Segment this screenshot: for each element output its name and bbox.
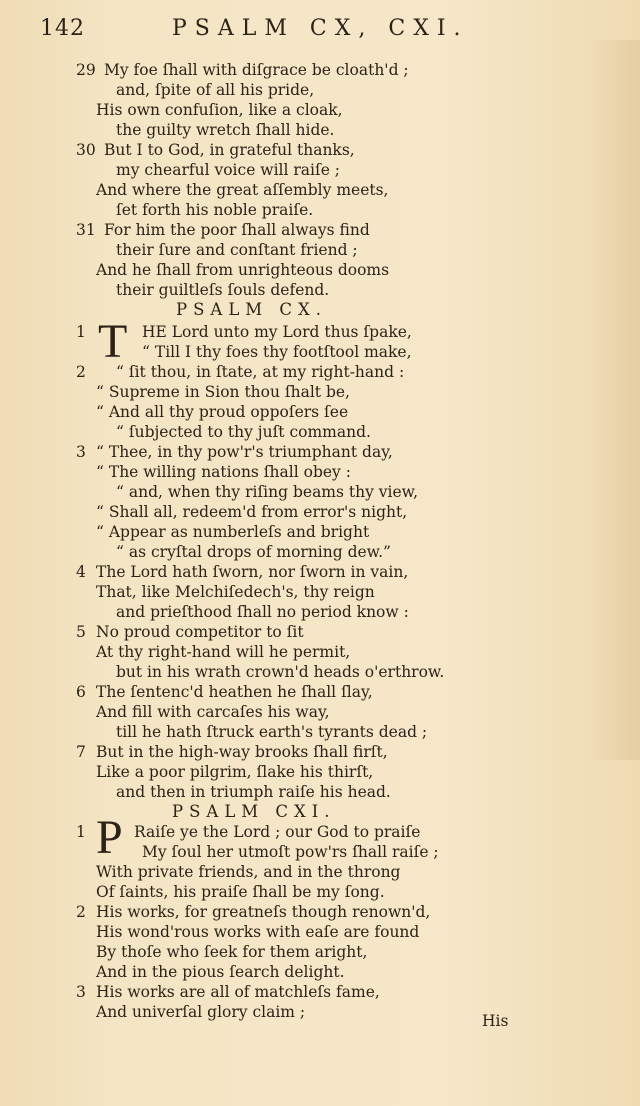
page-number: 142 — [40, 16, 85, 41]
verse-line: With private friends, and in the throng — [96, 863, 401, 881]
verse-number: 29 — [76, 61, 96, 79]
page-header — [0, 12, 640, 48]
verse-line: their guiltleſs ſouls defend. — [116, 281, 330, 299]
verse-number: 7 — [76, 743, 86, 761]
verse-line: His works, for greatneſs though renown'd, — [96, 903, 431, 921]
verse-number: 31 — [76, 221, 96, 239]
verse-number: 2 — [76, 903, 86, 921]
verse-line: “ Thee, in thy pow'r's triumphant day, — [96, 443, 393, 461]
psalm-cxi-title: PSALM CXI. — [172, 802, 336, 821]
verse-line: No proud competitor to ſit — [96, 623, 304, 641]
verse-number: 1 — [76, 323, 86, 341]
facing-page-bleed — [588, 40, 640, 760]
verse-line: and, ſpite of all his pride, — [116, 81, 315, 99]
verse-line: their ſure and conſtant friend ; — [116, 241, 358, 259]
verse-line: “ Shall all, redeem'd from error's night, — [96, 503, 408, 521]
verse-line: His own confuſion, like a cloak, — [96, 101, 343, 119]
verse-line: And where the great aſſembly meets, — [96, 181, 389, 199]
verse-line: And in the pious ſearch delight. — [96, 963, 345, 981]
verse-line: “ The willing nations ſhall obey : — [96, 463, 351, 481]
drop-cap: P — [96, 811, 123, 864]
verse-line: And he ſhall from unrighteous dooms — [96, 261, 390, 279]
verse-line: but in his wrath crown'd heads o'erthrow. — [116, 663, 445, 681]
verse-line: and prieſthood ſhall no period know : — [116, 603, 409, 621]
verse-line: the guilty wretch ſhall hide. — [116, 121, 335, 139]
verse-number: 4 — [76, 563, 86, 581]
verse-line: At thy right-hand will he permit, — [96, 643, 351, 661]
verse-line: till he hath ſtruck earth's tyrants dead ; — [116, 723, 428, 741]
verse-line: And fill with carcaſes his way, — [96, 703, 330, 721]
verse-line: “ And all thy proud oppoſers ſee — [96, 403, 349, 421]
verse-number: 6 — [76, 683, 86, 701]
verse-line: My foe ſhall with diſgrace be cloath'd ; — [104, 61, 409, 79]
verse-line: My ſoul her utmoſt pow'rs ſhall raiſe ; — [142, 843, 439, 861]
verse-line: The Lord hath ſworn, nor ſworn in vain, — [96, 563, 409, 581]
verse-number: 5 — [76, 623, 86, 641]
verse-number: 3 — [76, 443, 86, 461]
verse-line: But I to God, in grateful thanks, — [104, 141, 355, 159]
verse-line: But in the high-way brooks ſhall firſt, — [96, 743, 388, 761]
running-title: PSALM CX, CXI. — [172, 16, 469, 41]
verse-line: HE Lord unto my Lord thus ſpake, — [142, 323, 412, 341]
verse-number: 30 — [76, 141, 96, 159]
verse-line: And univerſal glory claim ; — [96, 1003, 306, 1021]
verse-line: For him the poor ſhall always find — [104, 221, 370, 239]
verse-line: “ Till I thy foes thy footſtool make, — [142, 343, 412, 361]
verse-line: Like a poor pilgrim, ſlake his thirſt, — [96, 763, 374, 781]
verse-number: 1 — [76, 823, 86, 841]
psalm-cx-title: PSALM CX. — [176, 300, 328, 319]
verse-line: “ ſubjected to thy juſt command. — [116, 423, 371, 441]
verse-line: His works are all of matchleſs fame, — [96, 983, 380, 1001]
verse-number: 2 — [76, 363, 86, 381]
verse-line: By thoſe who ſeek for them aright, — [96, 943, 368, 961]
verse-number: 3 — [76, 983, 86, 1001]
drop-cap: T — [98, 315, 128, 368]
verse-line: “ Supreme in Sion thou ſhalt be, — [96, 383, 350, 401]
verse-line: That, like Melchiſedech's, thy reign — [96, 583, 375, 601]
verse-line: Raiſe ye the Lord ; our God to praiſe — [134, 823, 421, 841]
verse-line: ſet forth his noble praiſe. — [116, 201, 314, 219]
verse-line: “ as cryſtal drops of morning dew.” — [116, 543, 391, 561]
verse-line: “ and, when thy riſing beams thy view, — [116, 483, 419, 501]
verse-line: Of ſaints, his praiſe ſhall be my ſong. — [96, 883, 385, 901]
catchword: His — [482, 1012, 509, 1030]
verse-line: “ Appear as numberleſs and bright — [96, 523, 370, 541]
verse-line: and then in triumph raiſe his head. — [116, 783, 391, 801]
verse-line: The ſentenc'd heathen he ſhall ſlay, — [96, 683, 373, 701]
verse-line: my chearful voice will raiſe ; — [116, 161, 341, 179]
verse-line: His wond'rous works with eaſe are found — [96, 923, 420, 941]
verse-line: “ ſit thou, in ſtate, at my right-hand : — [116, 363, 405, 381]
